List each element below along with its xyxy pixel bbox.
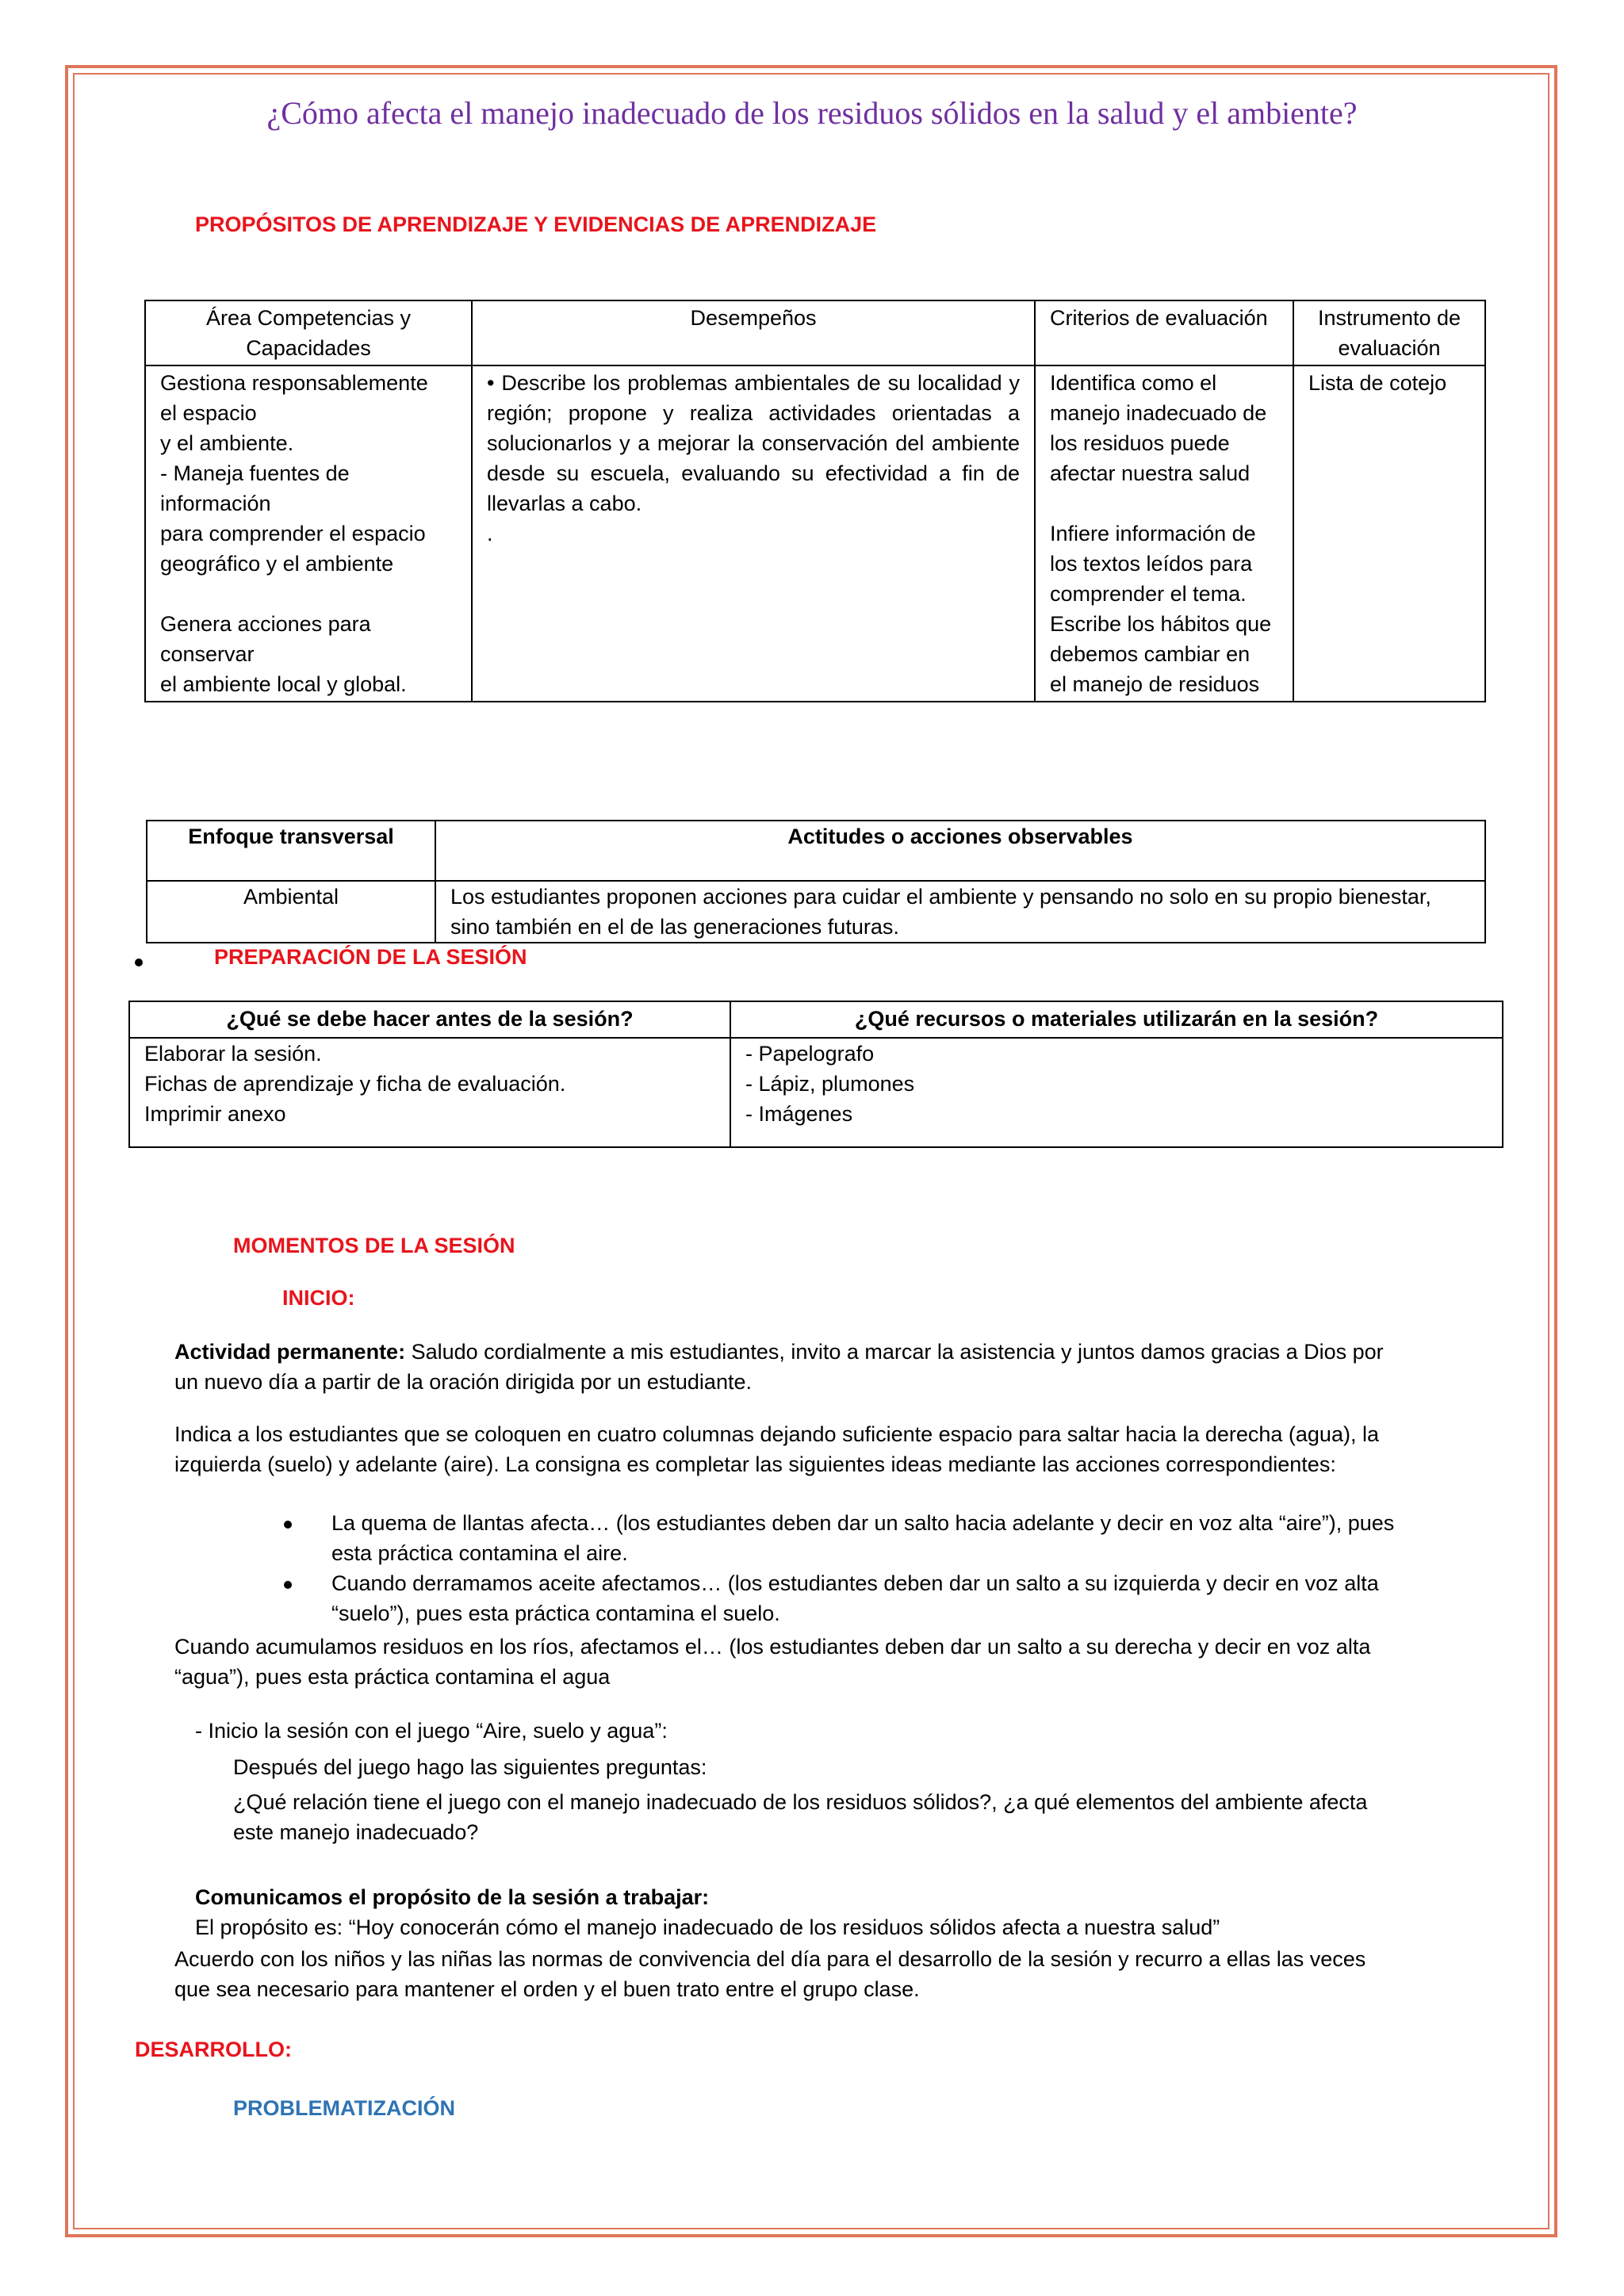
criterio-line: los textos leídos para [1050, 552, 1253, 576]
criterio-line: debemos cambiar en [1050, 642, 1251, 666]
header-enfoque: Enfoque transversal [147, 821, 435, 881]
transversal-table [146, 820, 1486, 943]
area-spacer [160, 579, 457, 609]
cell-recursos [730, 1038, 1503, 1147]
criterio-line: afectar nuestra salud [1050, 461, 1251, 485]
cell-enfoque: Ambiental [147, 881, 435, 943]
activity-paragraph [174, 1337, 1400, 1397]
bullet-icon [135, 959, 143, 966]
table-header-row [129, 1001, 1503, 1038]
area-line: Gestiona responsablemente [160, 371, 428, 395]
antes-line: Imprimir anexo [144, 1102, 286, 1126]
criterio-line: Escribe los hábitos que [1050, 612, 1272, 636]
area-line: para comprender el espacio [160, 522, 426, 545]
bullet-item-1: La quema de llantas afecta… (los estudiantes deben dar un salto hacia adelante y decir en voz alta “aire”), pues esta práctica contamina el aire. [331, 1511, 1395, 1565]
area-line: el espacio [160, 401, 257, 425]
bullet-icon [284, 1521, 292, 1529]
area-line: información [160, 492, 271, 515]
table-header-row [147, 821, 1485, 881]
cell-actitudes: Los estudiantes proponen acciones para cuidar el ambiente y pensando no solo en su propio bienestar, sino también en el de las generaciones futuras. [435, 881, 1485, 943]
area-line: - Maneja fuentes de [160, 461, 350, 485]
header-actitudes: Actitudes o acciones observables [435, 821, 1485, 881]
acumulamos-paragraph: Cuando acumulamos residuos en los ríos, afectamos el… (los estudiantes deben dar un salto a su derecha y decir en voz alta “agua”), pues esta práctica contamina el agua [174, 1635, 1371, 1689]
table-header-row [145, 300, 1485, 365]
table-row [129, 1038, 1503, 1147]
antes-line: Elaborar la sesión. [144, 1042, 322, 1066]
preparation-table [128, 1001, 1503, 1148]
header-recursos: ¿Qué recursos o materiales utilizarán en la sesión? [730, 1001, 1503, 1038]
criterio-spacer [1050, 488, 1278, 519]
cell-antes [129, 1038, 730, 1147]
header-criterios: Criterios de evaluación [1035, 300, 1293, 365]
comunicamos-heading: Comunicamos el propósito de la sesión a trabajar: [195, 1885, 710, 1909]
criterio-line: el manejo de residuos [1050, 672, 1260, 696]
recurso-line: - Lápiz, plumones [745, 1072, 915, 1096]
section-preparation-heading: PREPARACIÓN DE LA SESIÓN [214, 945, 527, 969]
proposito-line: El propósito es: “Hoy conocerán cómo el manejo inadecuado de los residuos sólidos afecta a nuestra salud” [195, 1915, 1220, 1939]
antes-line: Fichas de aprendizaje y ficha de evaluación. [144, 1072, 566, 1096]
header-area: Área Competencias y Capacidades [145, 300, 472, 365]
criterio-line: los residuos puede [1050, 431, 1230, 455]
indica-paragraph: Indica a los estudiantes que se coloquen en cuatro columnas dejando suficiente espacio para saltar hacia la derecha (agua), la izquierda (suelo) y adelante (aire). La consigna es completar las siguientes ideas mediante las acciones correspondientes: [174, 1422, 1379, 1476]
header-desempenos: Desempeños [472, 300, 1035, 365]
header-antes: ¿Qué se debe hacer antes de la sesión? [129, 1001, 730, 1038]
table-row [147, 881, 1485, 943]
area-line: el ambiente local y global. [160, 672, 407, 696]
area-line: y el ambiente. [160, 431, 294, 455]
desempenos-dot: . [487, 522, 493, 545]
desempenos-text: • Describe los problemas ambientales de su localidad y región; propone y realiza actividades orientadas a solucionarlos y a mejorar la conservación del ambiente desde su escuela, evaluando su efectividad a fin de llevarlas a cabo. [487, 371, 1020, 515]
bullet-icon [284, 1581, 292, 1589]
despues-line: Después del juego hago las siguientes preguntas: [233, 1755, 707, 1779]
pregunta-paragraph: ¿Qué relación tiene el juego con el manejo inadecuado de los residuos sólidos?, ¿a qué elementos del ambiente afecta este manejo inadecuado? [233, 1790, 1368, 1844]
cell-desempenos [472, 365, 1035, 702]
acuerdo-paragraph: Acuerdo con los niños y las niñas las normas de convivencia del día para el desarrollo de la sesión y recurro a ellas las veces que sea necesario para mantener el orden y el buen trato entre el grupo clase. [174, 1947, 1366, 2001]
purposes-table [144, 300, 1486, 702]
criterio-line: comprender el tema. [1050, 582, 1247, 606]
criterio-line: Identifica como el [1050, 371, 1217, 395]
recurso-line: - Imágenes [745, 1102, 853, 1126]
page-title: ¿Cómo afecta el manejo inadecuado de los residuos sólidos en la salud y el ambiente? [266, 95, 1358, 131]
cell-instrumento: Lista de cotejo [1293, 365, 1485, 702]
section-purposes-heading: PROPÓSITOS DE APRENDIZAJE Y EVIDENCIAS DE APRENDIZAJE [195, 212, 877, 236]
header-instrumento: Instrumento de evaluación [1293, 300, 1485, 365]
cell-area [145, 365, 472, 702]
criterio-line: manejo inadecuado de [1050, 401, 1267, 425]
juego-line: - Inicio la sesión con el juego “Aire, suelo y agua”: [195, 1719, 668, 1743]
problematizacion-heading: PROBLEMATIZACIÓN [233, 2096, 455, 2120]
recurso-line: - Papelografo [745, 1042, 875, 1066]
activity-label: Actividad permanente: [174, 1340, 406, 1364]
bullet-item-2: Cuando derramamos aceite afectamos… (los estudiantes deben dar un salto a su izquierda y decir en voz alta “suelo”), pues esta práctica contamina el suelo. [331, 1571, 1379, 1625]
area-line: Genera acciones para [160, 612, 371, 636]
section-moments-heading: MOMENTOS DE LA SESIÓN [233, 1234, 515, 1257]
activity-text: Saludo cordialmente a mis estudiantes, invito a marcar la asistencia y juntos damos gracias a Dios por un nuevo día a partir de la oración dirigida por un estudiante. [174, 1340, 1384, 1394]
table-row [145, 365, 1485, 702]
cell-criterios [1035, 365, 1293, 702]
area-line: conservar [160, 642, 255, 666]
desarrollo-heading: DESARROLLO: [135, 2038, 292, 2061]
criterio-line: Infiere información de [1050, 522, 1256, 545]
inicio-heading: INICIO: [282, 1286, 355, 1310]
area-line: geográfico y el ambiente [160, 552, 394, 576]
